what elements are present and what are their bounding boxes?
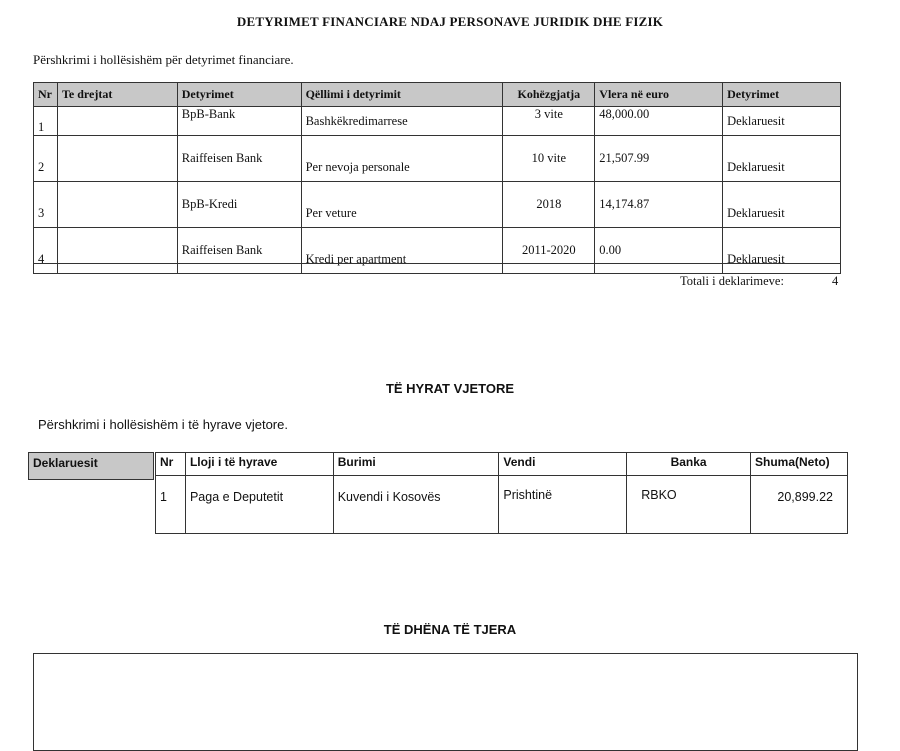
- col-header-place: Vendi: [499, 453, 627, 476]
- other-data-box: [33, 653, 858, 751]
- col-header-nr: Nr: [34, 83, 58, 107]
- table-row: [34, 228, 841, 274]
- cell-creditor: BpB-Kredi: [177, 182, 301, 228]
- liabilities-table: [33, 82, 841, 274]
- cell-nr: 4: [34, 228, 58, 274]
- table-header-row: [156, 453, 848, 476]
- cell-duration: 10 vite: [503, 136, 595, 182]
- cell-purpose: Per veture: [301, 182, 503, 228]
- col-header-amount: Shuma(Neto): [751, 453, 848, 476]
- cell-rights: [57, 136, 177, 182]
- cell-duration: 3 vite: [503, 107, 595, 136]
- section3-title: TË DHËNA TË TJERA: [383, 622, 517, 637]
- col-header-value: Vlera në euro: [595, 83, 723, 107]
- cell-income-type: Paga e Deputetit: [185, 476, 333, 534]
- total-label: Totali i deklarimeve:: [680, 274, 784, 288]
- cell-value: 21,507.99: [595, 136, 723, 182]
- cell-rights: [57, 228, 177, 274]
- section2-title: TË HYRAT VJETORE: [385, 381, 515, 396]
- cell-rights: [57, 107, 177, 136]
- col-header-creditor: Detyrimet: [177, 83, 301, 107]
- cell-bank: RBKO: [627, 476, 751, 534]
- table-row: [34, 182, 841, 228]
- table-bottom-rule: [33, 263, 841, 264]
- col-header-duration: Kohëzgjatja: [503, 83, 595, 107]
- cell-declarer: Deklaruesit: [723, 107, 841, 136]
- cell-nr: 2: [34, 136, 58, 182]
- section1-title: DETYRIMET FINANCIARE NDAJ PERSONAVE JURIDIK DHE FIZIK: [236, 14, 664, 29]
- cell-declarer: Deklaruesit: [723, 228, 841, 274]
- cell-value: 14,174.87: [595, 182, 723, 228]
- table-row: [34, 107, 841, 136]
- cell-duration: 2018: [503, 182, 595, 228]
- cell-rights: [57, 182, 177, 228]
- cell-creditor: Raiffeisen Bank: [177, 136, 301, 182]
- declarer-label: Deklaruesit: [28, 452, 154, 480]
- cell-creditor: Raiffeisen Bank: [177, 228, 301, 274]
- table-row: [156, 476, 848, 534]
- table-header-row: [34, 83, 841, 107]
- col-header-source: Burimi: [333, 453, 499, 476]
- total-value: 4: [832, 274, 839, 288]
- col-header-bank: Banka: [627, 453, 751, 476]
- col-header-income-type: Lloji i të hyrave: [185, 453, 333, 476]
- cell-amount: 20,899.22: [751, 476, 848, 534]
- income-table: [155, 452, 848, 534]
- col-header-declarer: Detyrimet: [723, 83, 841, 107]
- cell-value: 0.00: [595, 228, 723, 274]
- cell-purpose: Per nevoja personale: [301, 136, 503, 182]
- section1-description: Përshkrimi i hollësishëm për detyrimet financiare.: [33, 52, 294, 67]
- cell-value: 48,000.00: [595, 107, 723, 136]
- cell-creditor: BpB-Bank: [177, 107, 301, 136]
- col-header-rights: Te drejtat: [57, 83, 177, 107]
- cell-place: Prishtinë: [499, 476, 627, 534]
- cell-nr: 3: [34, 182, 58, 228]
- table-row: [34, 136, 841, 182]
- cell-declarer: Deklaruesit: [723, 136, 841, 182]
- cell-nr: 1: [34, 107, 58, 136]
- section2-description: Përshkrimi i hollësishëm i të hyrave vjetore.: [38, 417, 288, 432]
- cell-nr: 1: [156, 476, 186, 534]
- cell-declarer: Deklaruesit: [723, 182, 841, 228]
- cell-source: Kuvendi i Kosovës: [333, 476, 499, 534]
- cell-duration: 2011-2020: [503, 228, 595, 274]
- col-header-nr: Nr: [156, 453, 186, 476]
- cell-purpose: Kredi per apartment: [301, 228, 503, 274]
- cell-purpose: Bashkëkredimarrese: [301, 107, 503, 136]
- col-header-purpose: Qëllimi i detyrimit: [301, 83, 503, 107]
